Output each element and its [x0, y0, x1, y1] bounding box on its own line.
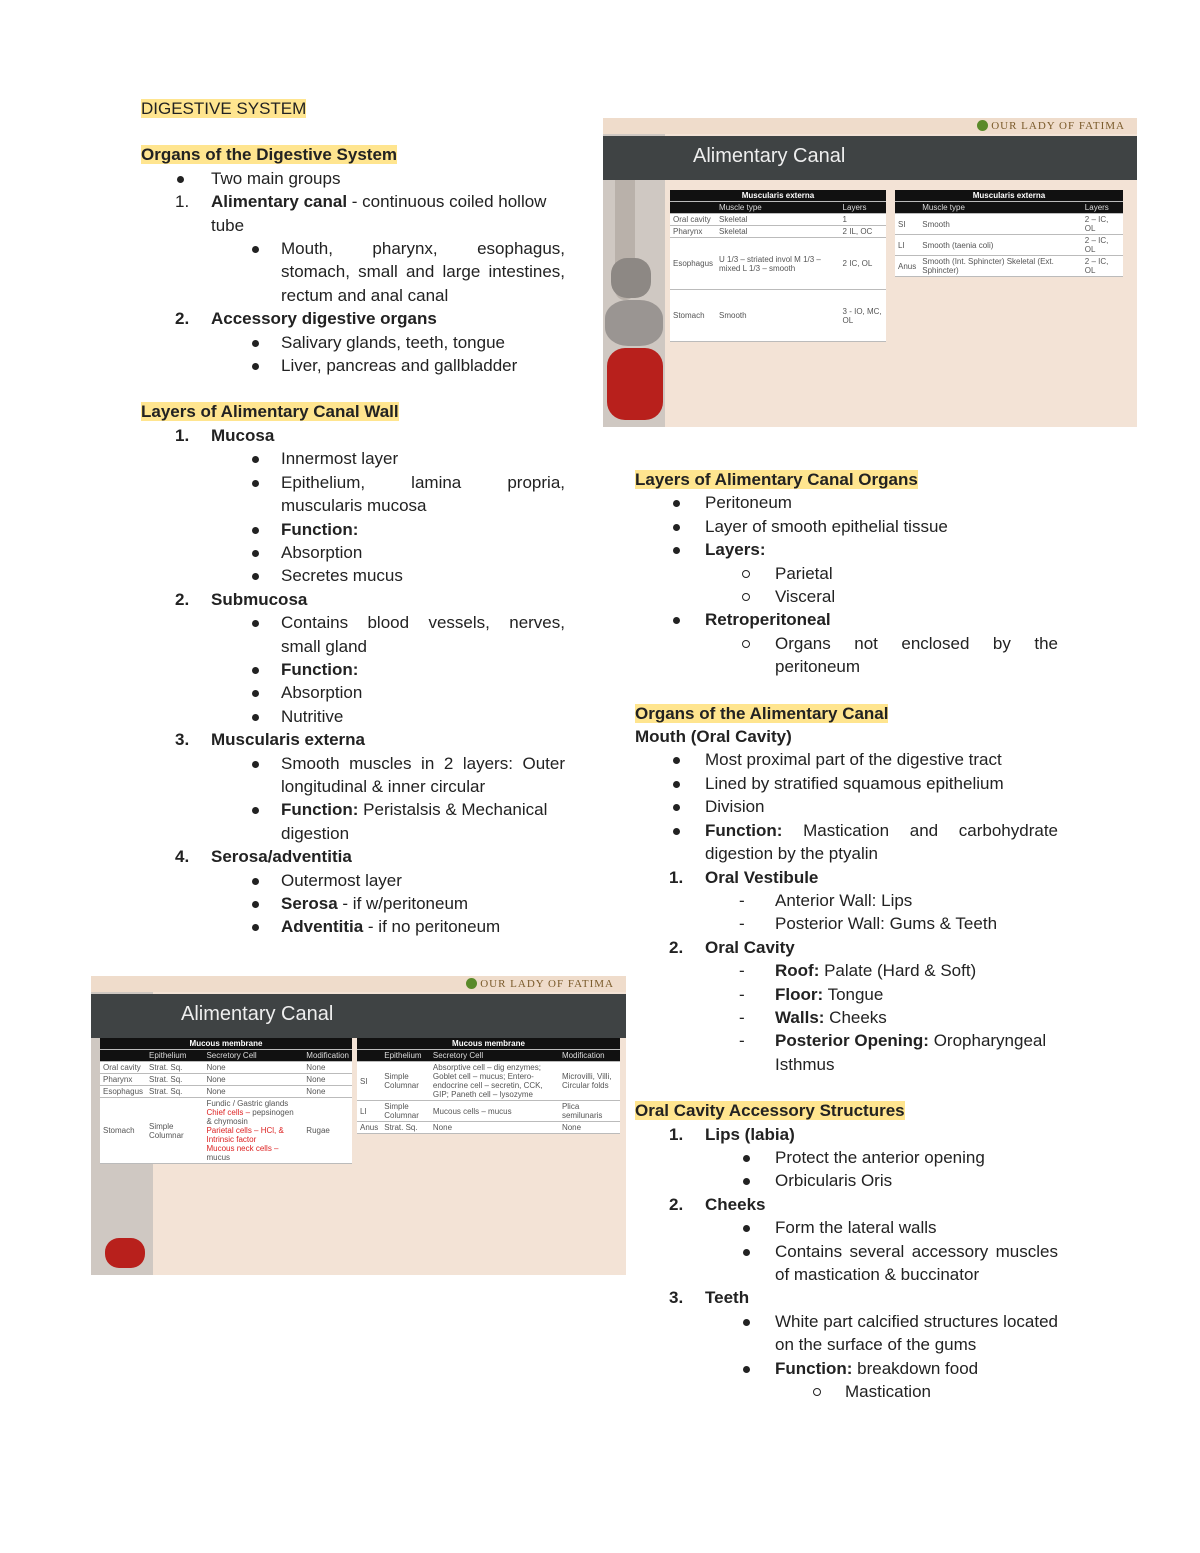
table-row: Pharynx Strat. Sq. None None: [100, 1074, 352, 1086]
intestine-icon: [105, 1238, 145, 1268]
table-row: Esophagus Strat. Sq. None None: [100, 1086, 352, 1098]
table-row: LI Simple Columnar Mucous cells – mucus Plica semilunaris: [357, 1101, 620, 1122]
table-row: Pharynx Skeletal 2 IL, OC: [670, 226, 886, 238]
section-heading: Organs of the Digestive System: [141, 145, 398, 165]
intestine-icon: [607, 348, 663, 420]
table-row: Oral cavity Strat. Sq. None None: [100, 1062, 352, 1074]
table-muscularis-1: Muscularis externa Muscle type Layers Oral cavity Skeletal 1 Pharynx Skeletal 2 IL, OC Esophagus U 1/3 – striated invol M 1/3 – mixed L 1/3 – smooth 2 IC, OL Stomach Smooth 3 - IO, MC, OL: [670, 190, 886, 342]
brand-logo: OUR LADY OF FATIMA: [466, 978, 614, 990]
brand-logo: OUR LADY OF FATIMA: [977, 120, 1125, 132]
fatima-logo-icon: [466, 978, 477, 989]
stomach-icon: [611, 258, 651, 298]
liver-icon: [605, 300, 663, 346]
table-row: LI Smooth (taenia coli) 2 – IC, OL: [895, 235, 1123, 256]
section-accessory: Oral Cavity Accessory Structures 1. Lips (labia) Protect the anterior opening Orbicularis Oris 2. Cheeks Form the lateral walls Contains several accessory muscles of mastication & buccinator 3. Teeth White part calcified structures located on the surface of the gums Function: breakdown food Mastication: [635, 1101, 1058, 1402]
slide-muscularis-externa: [603, 118, 1137, 427]
section-layers-organs: Layers of Alimentary Canal Organs Peritoneum Layer of smooth epithelial tissue Layers: Parietal Visceral Retroperitoneal Organs not enclosed by the peritoneum: [635, 470, 1058, 677]
section-organs: Organs of the Digestive System Two main groups 1. Alimentary canal - continuous coiled hollow tube Mouth, pharynx, esophagus, stomach, small and large intestines, rectum and anal canal 2. Accessory digestive organs Salivary glands, teeth, tongue Liver, pancreas and gallbladder: [141, 145, 565, 376]
table-row: SI Simple Columnar Absorptive cell – dig enzymes; Goblet cell – mucus; Entero-endocrine cell – secretin, CCK, GIP; Paneth cell – lysozyme Microvilli, Villi, Circular folds: [357, 1062, 620, 1101]
section-organs-canal: Organs of the Alimentary Canal Mouth (Oral Cavity) Most proximal part of the digestive tract Lined by stratified squamous epithelium Division Function: Mastication and carbohydrate digestion by the ptyalin 1. Oral Vestibule - Anterior Wall: Lips - Posterior Wall: Gums & Teeth 2. Oral Cavity - Roof: Palate (Hard & Soft) - Floor: Tongue - Walls: Cheeks - Posterior Opening: Oropharyngeal Isthmus: [635, 703, 1058, 1074]
table-row: Oral cavity Skeletal 1: [670, 214, 886, 226]
table-mucous-1: Mucous membrane Epithelium Secretory Cell Modification Oral cavity Strat. Sq. None None Pharynx Strat. Sq. None None Esophagus Strat. Sq. None None Stomach Simple Columnar Fundic / Gastric glands Chief cells – pepsinogen & chymosin Parietal cells – HCl, & Intrinsic factor Mucous neck cells – mucus Rugae: [100, 1038, 352, 1164]
table-muscularis-2: Muscularis externa Muscle type Layers SI Smooth 2 – IC, OL LI Smooth (taenia coli) 2 – IC, OL Anus Smooth (Int. Sphincter) Skeletal (Ext. Sphincter) 2 – IC, OL: [895, 190, 1123, 277]
section-layers-wall: Layers of Alimentary Canal Wall 1. Mucosa Innermost layer Epithelium, lamina propria, muscularis mucosa Function: Absorption Secretes mucus 2. Submucosa Contains blood vessels, nerves, small gland Function: Absorption Nutritive 3. Muscularis externa Smooth muscles in 2 layers: Outer longitudinal & inner circular Function: Peristalsis & Mechanical digestion 4. Serosa/adventitia Outermost layer Serosa - if w/peritoneum Adventitia - if no peritoneum: [141, 402, 565, 937]
table-row: SI Smooth 2 – IC, OL: [895, 214, 1123, 235]
slide-title: Alimentary Canal: [181, 1003, 334, 1025]
table-row: Stomach Simple Columnar Fundic / Gastric glands Chief cells – pepsinogen & chymosin Parietal cells – HCl, & Intrinsic factor Mucous neck cells – mucus Rugae: [100, 1098, 352, 1164]
table-row: Stomach Smooth 3 - IO, MC, OL: [670, 290, 886, 342]
left-column: [141, 97, 565, 939]
table-row: Esophagus U 1/3 – striated invol M 1/3 – mixed L 1/3 – smooth 2 IC, OL: [670, 238, 886, 290]
doc-title: DIGESTIVE SYSTEM: [141, 99, 307, 118]
slide-title-bar: [603, 136, 1137, 180]
fatima-logo-icon: [977, 120, 988, 131]
slide-title-bar: [91, 994, 626, 1038]
slide-title: Alimentary Canal: [693, 145, 846, 167]
table-row: Anus Strat. Sq. None None: [357, 1122, 620, 1134]
table-mucous-2: Mucous membrane Epithelium Secretory Cell Modification SI Simple Columnar Absorptive cell – dig enzymes; Goblet cell – mucus; Entero-endocrine cell – secretin, CCK, GIP; Paneth cell – lysozyme Microvilli, Villi, Circular folds LI Simple Columnar Mucous cells – mucus Plica semilunaris Anus Strat. Sq. None None: [357, 1038, 620, 1134]
table-row: Anus Smooth (Int. Sphincter) Skeletal (Ext. Sphincter) 2 – IC, OL: [895, 256, 1123, 277]
slide-mucous-membrane: [91, 976, 626, 1275]
right-column: [635, 468, 1058, 1403]
